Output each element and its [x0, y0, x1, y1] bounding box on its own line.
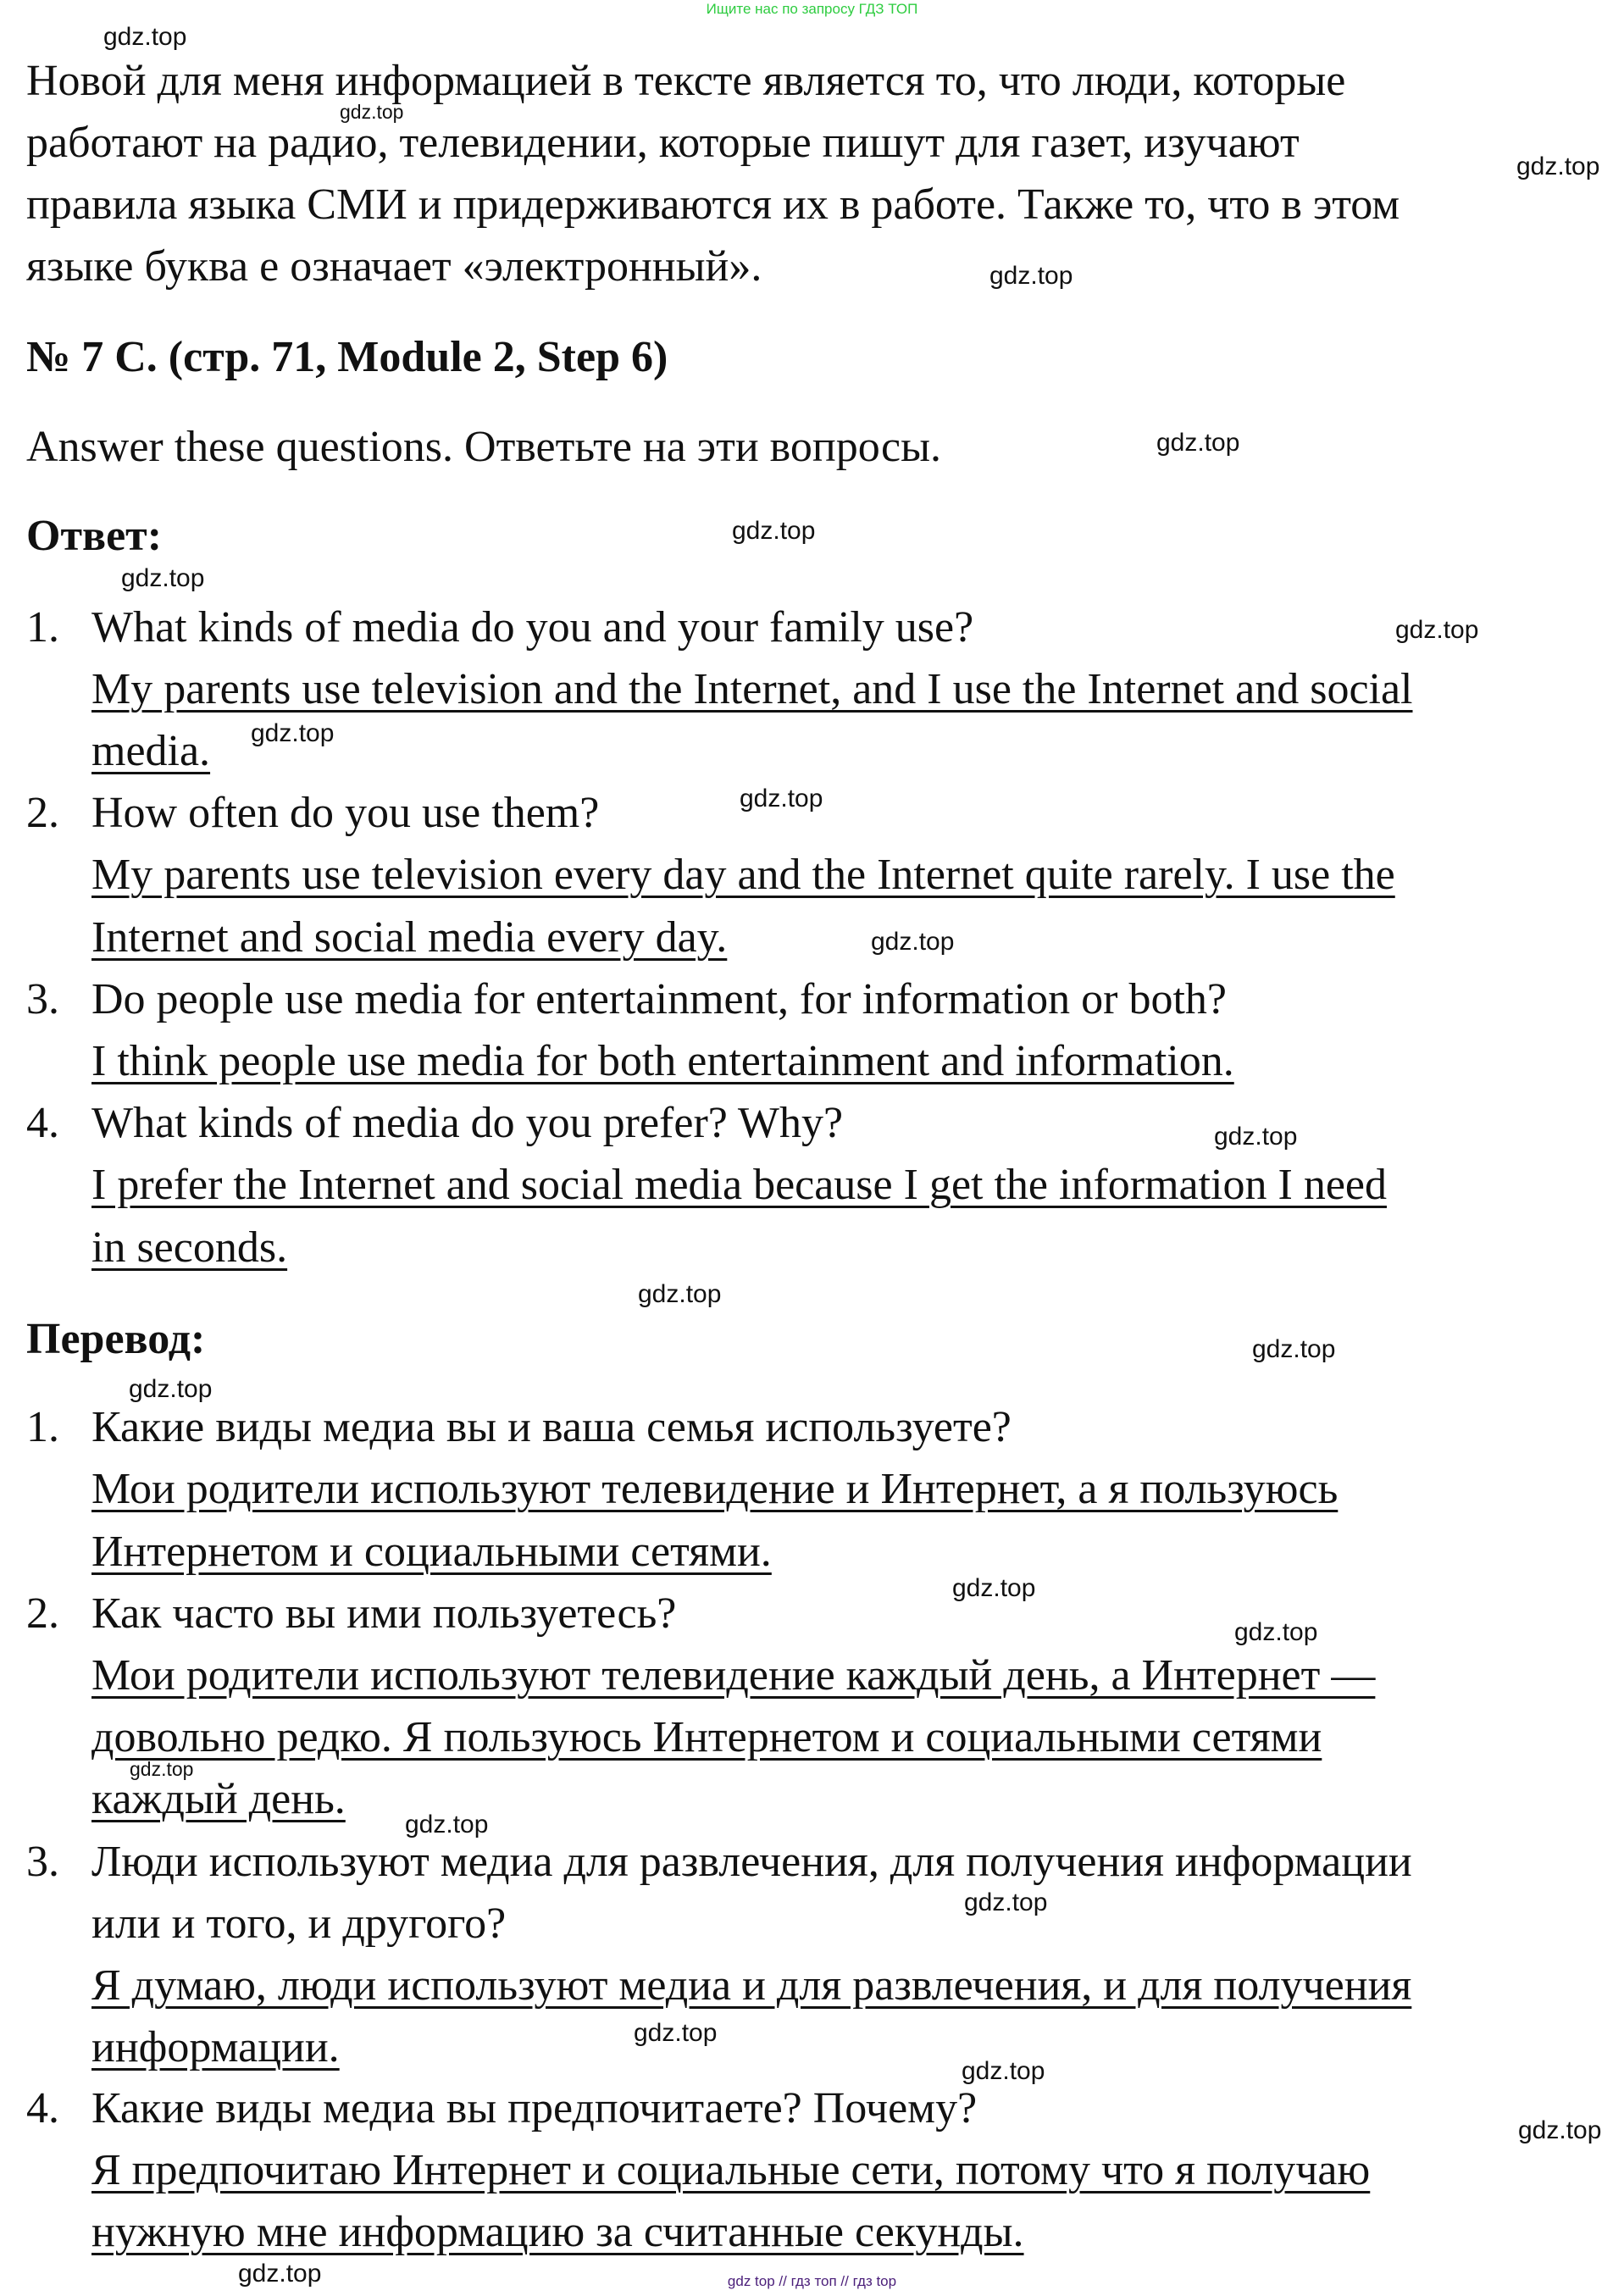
watermark-text: gdz.top	[103, 23, 187, 51]
answer-text: in seconds.	[91, 1223, 288, 1272]
list-number: 2.	[26, 789, 59, 837]
bottom-banner: gdz top // гдз топ // гдз top	[727, 2273, 897, 2289]
list-number: 2.	[26, 1589, 59, 1638]
answer-text: каждый день.	[91, 1775, 346, 1823]
answer-text: My parents use television every day and the Internet quite rarely. I use the	[91, 851, 1395, 899]
watermark-text: gdz.top	[964, 1888, 1048, 1916]
list-number: 3.	[26, 975, 59, 1023]
list-number: 1.	[26, 603, 59, 652]
question-text: Как часто вы ими пользуетесь?	[91, 1589, 677, 1638]
watermark-text: gdz.top	[1395, 616, 1479, 644]
question-text: Люди используют медиа для развлечения, для получения информации	[91, 1838, 1412, 1886]
watermark-text: gdz.top	[989, 262, 1073, 290]
answer-text: нужную мне информацию за считанные секунды.	[91, 2208, 1024, 2256]
paragraph-line: работают на радио, телевидении, которые пишут для газет, изучают	[26, 119, 1300, 167]
watermark-text: gdz.top	[634, 2019, 718, 2047]
list-number: 4.	[26, 2084, 59, 2132]
paragraph-line: или и того, и другого?	[91, 1899, 507, 1948]
question-text: How often do you use them?	[91, 789, 600, 837]
answer-text: Мои родители используют телевидение каждый день, а Интернет —	[91, 1651, 1376, 1700]
answer-text: Мои родители используют телевидение и Интернет, а я пользуюсь	[91, 1465, 1339, 1513]
answer-text: Интернетом и социальными сетями.	[91, 1528, 772, 1576]
watermark-text: gdz.top	[638, 1280, 722, 1308]
watermark-text: gdz.top	[1252, 1335, 1336, 1363]
watermark-text: gdz.top	[732, 517, 816, 545]
question-text: Какие виды медиа вы предпочитаете? Почему?	[91, 2084, 978, 2132]
watermark-text: gdz.top	[340, 101, 404, 123]
answer-text: I prefer the Internet and social media because I get the information I need	[91, 1161, 1387, 1209]
watermark-text: gdz.top	[952, 1574, 1036, 1602]
top-banner: Ищите нас по запросу ГДЗ ТОП	[706, 1, 918, 17]
answer-text: Я думаю, люди используют медиа и для развлечения, и для получения	[91, 1961, 1412, 2010]
list-number: 3.	[26, 1838, 59, 1886]
answer-text: Internet and social media every day.	[91, 913, 728, 962]
question-text: Do people use media for entertainment, for information or both?	[91, 975, 1228, 1023]
watermark-text: gdz.top	[962, 2057, 1045, 2085]
answer-text: довольно редко. Я пользуюсь Интернетом и социальными сетями	[91, 1713, 1322, 1761]
answer-text: My parents use television and the Internet, and I use the Internet and social	[91, 665, 1413, 713]
list-number: 4.	[26, 1099, 59, 1147]
watermark-text: gdz.top	[129, 1375, 213, 1403]
section-heading: Ответ:	[26, 512, 163, 560]
watermark-text: gdz.top	[1518, 2116, 1602, 2144]
list-number: 1.	[26, 1403, 59, 1451]
paragraph-line: правила языка СМИ и придерживаются их в работе. Также то, что в этом	[26, 180, 1400, 229]
question-text: What kinds of media do you and your family use?	[91, 603, 974, 652]
paragraph-line: языке буква е означает «электронный».	[26, 242, 762, 291]
section-heading: № 7 C. (стр. 71, Module 2, Step 6)	[26, 333, 668, 381]
question-text: Какие виды медиа вы и ваша семья используете?	[91, 1403, 1012, 1451]
question-text: What kinds of media do you prefer? Why?	[91, 1099, 844, 1147]
watermark-text: gdz.top	[251, 719, 335, 747]
paragraph-line: Answer these questions. Ответьте на эти вопросы.	[26, 423, 942, 471]
answer-text: I think people use media for both entertainment and information.	[91, 1037, 1234, 1085]
answer-text: Я предпочитаю Интернет и социальные сети, потому что я получаю	[91, 2146, 1371, 2194]
watermark-text: gdz.top	[405, 1811, 489, 1838]
watermark-text: gdz.top	[1214, 1123, 1298, 1151]
watermark-text: gdz.top	[740, 785, 823, 812]
answer-text: информации.	[91, 2023, 340, 2071]
watermark-text: gdz.top	[1234, 1618, 1318, 1646]
watermark-text: gdz.top	[130, 1758, 194, 1780]
watermark-text: gdz.top	[1516, 153, 1600, 180]
watermark-text: gdz.top	[1156, 429, 1240, 457]
watermark-text: gdz.top	[121, 564, 205, 592]
watermark-text: gdz.top	[238, 2260, 322, 2288]
watermark-text: gdz.top	[871, 928, 955, 956]
section-heading: Перевод:	[26, 1315, 206, 1363]
answer-text: media.	[91, 727, 211, 775]
paragraph-line: Новой для меня информацией в тексте является то, что люди, которые	[26, 57, 1346, 105]
